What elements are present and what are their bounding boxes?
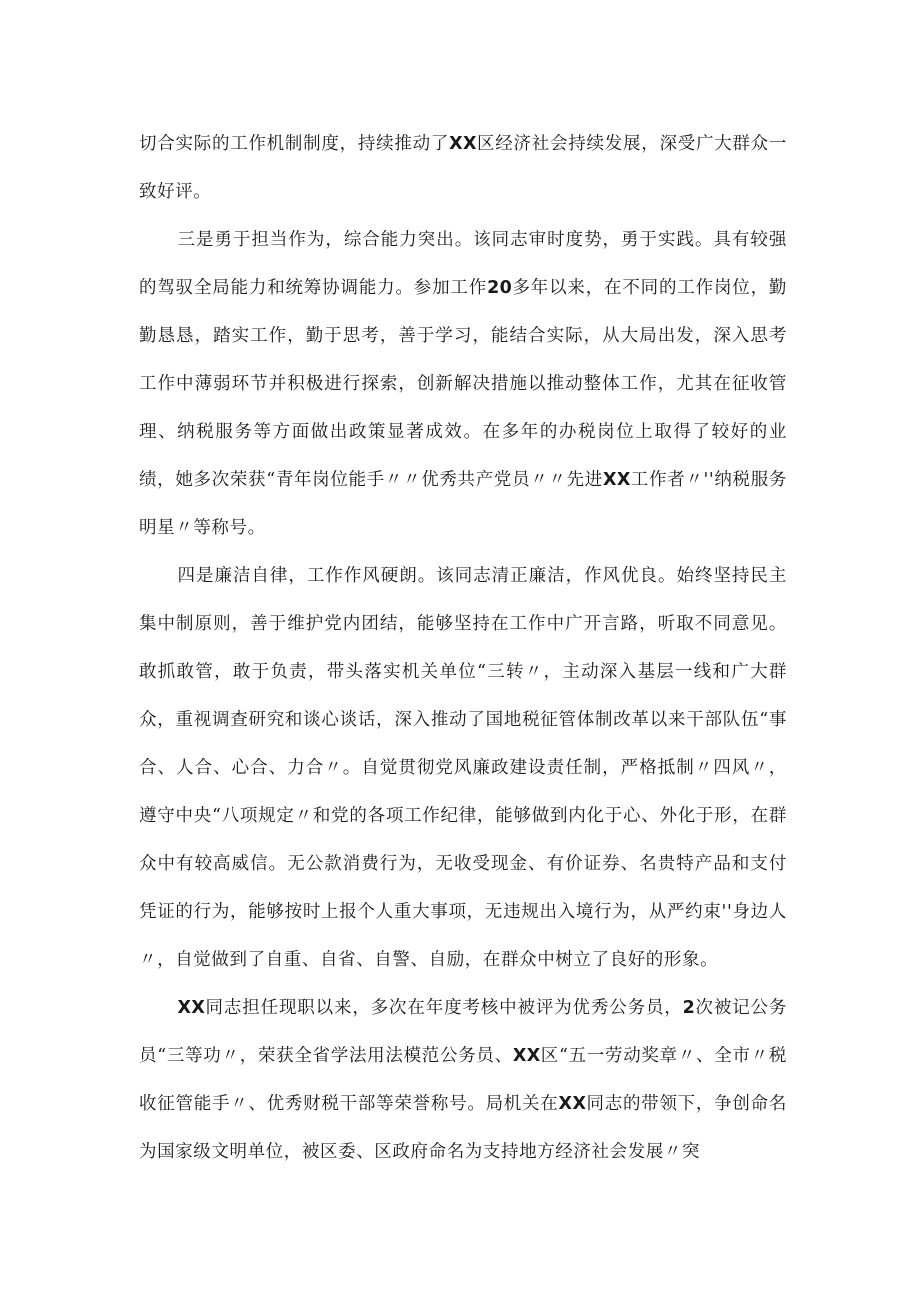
paragraph [139,120,787,216]
paragraph-emphasis-text: XX [512,1046,541,1066]
paragraph-text: 四是廉洁自律，工作作风硬朗。该同志清正廉洁，作风优良。始终坚持民主集中制原则，善于维护党内团结，能够坚持在工作中广开言路，听取不同意见。敢抓敢管，敢于负责，带头落实机关单位“三转〃，主动深入基层一线和广大群众，重视调查研究和谈心谈话，深入推动了国地税征管体制改革以来干部队伍“事合、人合、心合、力合〃。自觉贯彻党风廉政建设责任制，严格抵制〃四风〃，遵守中央“八项规定〃和党的各项工作纪律，能够做到内化于心、外化于形，在群众中有较高威信。无公款消费行为，无收受现金、有价证券、名贵特产品和支付凭证的行为，能够按时上报个人重大事项，无违规出入境行为，从严约束''身边人〃，自觉做到了自重、自省、自警、自励，在群众中树立了良好的形象。 [139,566,787,970]
paragraph-emphasis-text: XX [602,470,631,490]
paragraph [139,552,787,984]
paragraph-text: 多年以来，在不同的工作岗位，勤勤恳恳，踏实工作，勤于思考，善于学习，能结合实际，从大局出发，深入思考工作中薄弱环节并积极进行探索，创新解决措施以推动整体工作，尤其在征收管理、纳税服务等方面做出政策显著成效。在多年的办税岗位上取得了较好的业绩，她多次荣获“青年岗位能手〃〃优秀共产党员〃〃先进 [139,278,787,490]
paragraph-text: 工作者〃''纳税服务明星〃等称号。 [139,470,788,538]
paragraph [139,984,787,1176]
paragraph-emphasis-text: XX [558,1094,587,1114]
paragraph-emphasis-text: 2 [682,998,696,1018]
paragraph-text: 三是勇于担当作为，综合能力突出。该同志审时度势，勇于实践。具有较强的驾驭全局能力和统筹协调能力。参加工作 [139,230,787,298]
document-body [139,120,787,1176]
paragraph-emphasis-text: 20 [487,278,513,298]
paragraph-emphasis-text: XX [449,134,477,154]
paragraph-text: 同志的带领下，争创命名为国家级文明单位，被区委、区政府命名为支持地方经济社会发展〃突 [139,1094,787,1162]
paragraph [139,216,787,552]
paragraph-text: 同志担任现职以来，多次在年度考核中被评为优秀公务员， [205,998,683,1018]
paragraph-text: 次被记公务员“三等功〃，荣获全省学法用法模范公务员、 [139,998,788,1066]
paragraph-text: 切合实际的工作机制制度，持续推动了 [139,134,450,154]
paragraph-emphasis-text: XX [177,998,206,1018]
paragraph-text: 区经济社会持续发展，深受广大群众一致好评。 [139,134,788,202]
paragraph-text: 区“五一劳动奖章〃、全市〃税收征管能手〃、优秀财税干部等荣誉称号。局机关在 [139,1046,787,1114]
